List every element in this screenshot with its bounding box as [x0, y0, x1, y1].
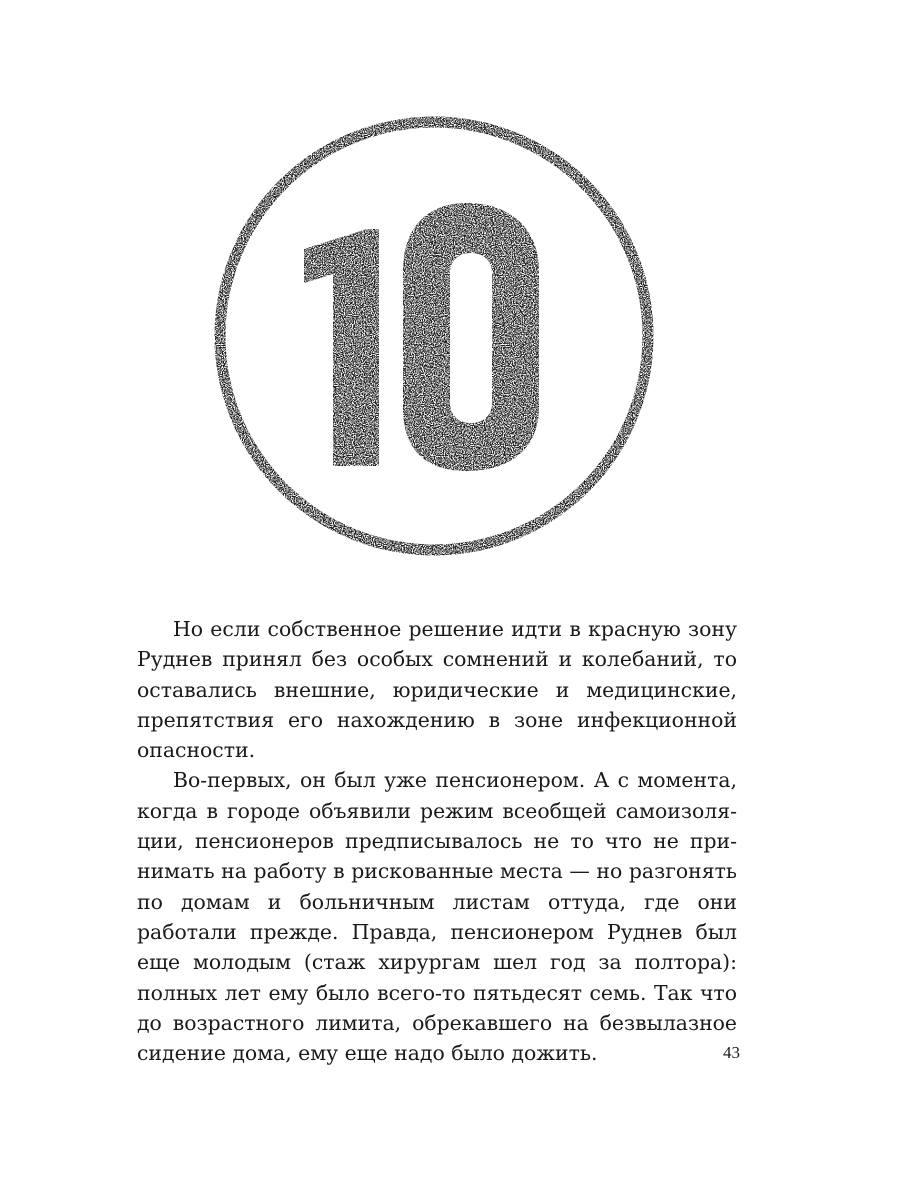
chapter-number: 10: [433, 336, 435, 337]
chapter-body: [137, 614, 737, 1068]
chapter-emblem-graphic: [209, 111, 659, 561]
chapter-number-glyph: [304, 203, 539, 471]
chapter-emblem: [209, 111, 659, 561]
paragraph-1: Но если собственное решение идти в красную зону Руднев принял без особых сомнений и колебаний, то оставались внешние, юридические и медицинские, препятствия его нахождению в зоне инфекционной опасности.: [137, 617, 737, 763]
page-number: 43: [723, 1043, 740, 1062]
paragraph-2: Во-первых, он был уже пенсионером. А с момента, когда в городе объявили режим всеобщей самоизоляции, пенсионеров предписывалось не то что не принимать на работу в рискованные места — но разгонять по домам и больничным листам оттуда, где они работали прежде. Правда, пенсионером Руднев был еще молодым (стаж хирургам шел год за полтора): полных лет ему было всего-то пятьдесят семь. Так что до возрастного лимита, обрекавшего на безвылазное сидение дома, ему еще надо было дожить.: [137, 768, 737, 1066]
